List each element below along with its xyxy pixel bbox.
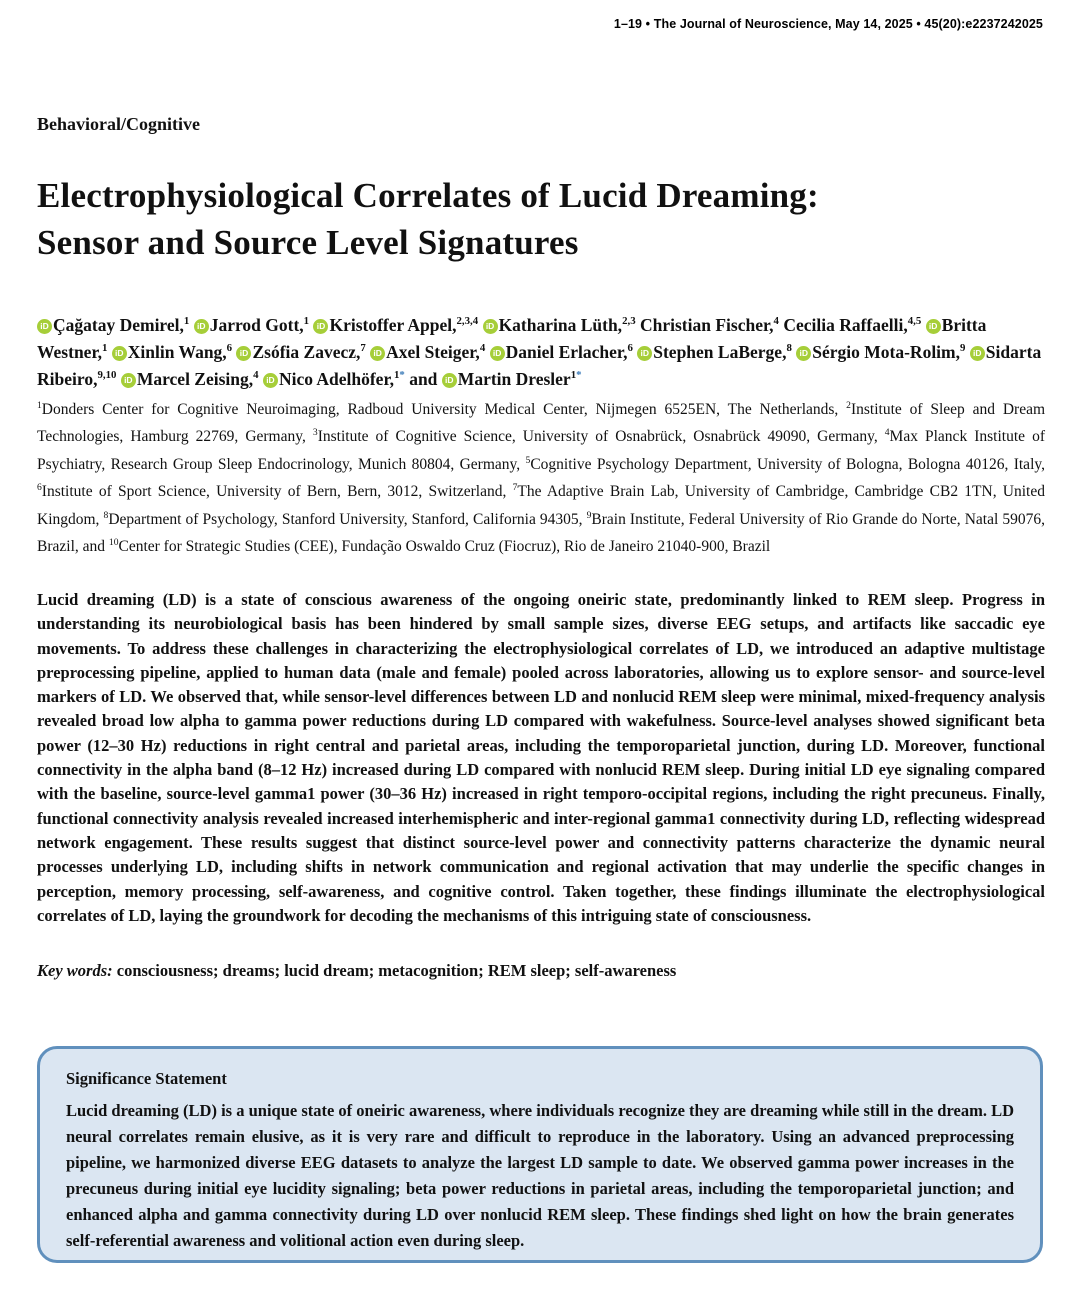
affiliation-superscript: 10 <box>108 536 119 548</box>
author-affiliation-superscript: 6 <box>226 342 233 355</box>
affiliation-superscript: 2 <box>846 399 851 411</box>
author-affiliation-superscript: 1* <box>570 369 582 382</box>
author-affiliation-superscript: 1* <box>393 369 405 382</box>
author-name: Cecilia Raffaelli, <box>783 315 908 335</box>
author-name: Çağatay Demirel, <box>53 315 184 335</box>
author-name: Daniel Erlacher, <box>505 342 628 362</box>
author-name: Stephen LaBerge, <box>653 342 787 362</box>
orcid-icon[interactable]: iD <box>37 319 52 334</box>
author-name: Martin Dresler <box>457 369 571 389</box>
orcid-icon[interactable]: iD <box>970 346 985 361</box>
keywords-line <box>37 961 1045 981</box>
author-name: Christian Fischer, <box>640 315 774 335</box>
author-name: Axel Steiger, <box>386 342 480 362</box>
author-name: Jarrod Gott, <box>209 315 304 335</box>
orcid-icon[interactable]: iD <box>121 373 136 388</box>
affiliation-text: Department of Psychology, Stanford University, Stanford, California 94305, <box>108 510 587 528</box>
affiliation-superscript: 9 <box>586 509 592 521</box>
affiliation-text: Brain Institute, Federal University of Rio Grande do Norte, Natal 59076, Brazil, and <box>37 510 1045 556</box>
affiliation-superscript: 1 <box>37 399 42 411</box>
orcid-icon[interactable]: iD <box>796 346 811 361</box>
affiliation-text: Center for Strategic Studies (CEE), Fundação Oswaldo Cruz (Fiocruz), Rio de Janeiro 21040-900, Brazil <box>118 538 771 556</box>
orcid-icon[interactable]: iD <box>112 346 127 361</box>
author-affiliation-superscript: 4 <box>479 342 486 355</box>
affiliation-superscript: 8 <box>103 509 109 521</box>
affiliation-text: Institute of Sleep and Dream Technologies, Hamburg 22769, Germany, <box>37 401 1046 446</box>
corresponding-author-asterisk: * <box>576 369 582 382</box>
affiliation-superscript: 3 <box>312 427 318 439</box>
page-title <box>37 172 1027 266</box>
author-affiliation-superscript: 9 <box>960 342 966 355</box>
section-label: Behavioral/Cognitive <box>37 114 200 134</box>
author-name: Katharina Lüth, <box>498 315 623 335</box>
authors-list <box>37 312 1045 393</box>
author-affiliation-superscript: 2,3,4 <box>456 315 479 328</box>
author-name: Nico Adelhöfer, <box>278 369 394 389</box>
author-affiliation-superscript: 8 <box>786 342 792 355</box>
affiliation-text: Institute of Cognitive Science, University of Osnabrück, Osnabrück 49090, Germany, <box>317 428 885 446</box>
significance-body: Lucid dreaming (LD) is a unique state of oneiric awareness, where individuals recognize they are dreaming while still in the dream. LD neural correlates remain elusive, as it is very rare and difficult to reproduce in the laboratory. Using an advanced preprocessing pipeline, we harmonized diverse EEG datasets to analyze the largest LD sample to date. We observed gamma power increases in the precuneus during initial eye lucidity signaling; beta power reductions in parietal areas, including the temporoparietal junction; and enhanced alpha and gamma connectivity during LD over nonlucid REM sleep. These findings shed light on how the brain generates self-referential awareness and volitional action even during sleep. <box>66 1101 1014 1250</box>
affiliation-superscript: 7 <box>512 482 518 494</box>
author-affiliation-superscript: 1 <box>183 315 190 328</box>
orcid-icon[interactable]: iD <box>236 346 251 361</box>
orcid-icon[interactable]: iD <box>194 319 209 334</box>
affiliation-superscript: 4 <box>884 427 890 439</box>
title-line-1: Electrophysiological Correlates of Lucid Dreaming: <box>37 176 819 215</box>
running-head-citation: 1–19 • The Journal of Neuroscience, May 14, 2025 • 45(20):e2237242025 <box>613 17 1043 31</box>
author-name: Kristoffer Appel, <box>329 315 457 335</box>
authors-affiliations-block <box>37 312 1045 560</box>
orcid-icon[interactable]: iD <box>490 346 505 361</box>
affiliation-text: Cognitive Psychology Department, University of Bologna, Bologna 40126, Italy, <box>530 455 1045 473</box>
author-affiliation-superscript: 2,3 <box>622 315 636 328</box>
orcid-icon[interactable]: iD <box>637 346 652 361</box>
orcid-icon[interactable]: iD <box>926 319 941 334</box>
author-name: Sidarta Ribeiro, <box>37 342 1042 389</box>
author-affiliation-superscript: 1 <box>101 342 108 355</box>
author-name: Zsófia Zavecz, <box>252 342 361 362</box>
author-joiner: and <box>409 369 442 389</box>
orcid-icon[interactable]: iD <box>442 373 457 388</box>
author-name: Xinlin Wang, <box>127 342 227 362</box>
orcid-icon[interactable]: iD <box>483 319 498 334</box>
orcid-icon[interactable]: iD <box>313 319 328 334</box>
orcid-icon[interactable]: iD <box>263 373 278 388</box>
affiliation-text: Max Planck Institute of Psychiatry, Research Group Sleep Endocrinology, Munich 80804, Germany, <box>37 428 1045 473</box>
keywords-text: consciousness; dreams; lucid dream; metacognition; REM sleep; self-awareness <box>116 961 677 980</box>
author-name: Marcel Zeising, <box>136 369 254 389</box>
keywords-label: Key words: <box>37 961 113 980</box>
affiliation-text: Donders Center for Cognitive Neuroimaging, Radboud University Medical Center, Nijmegen 6525EN, The Netherlands, <box>41 401 847 418</box>
affiliations <box>37 396 1045 560</box>
author-name: Sérgio Mota-Rolim, <box>812 342 960 362</box>
affiliation-superscript: 6 <box>37 482 42 494</box>
author-affiliation-superscript: 4,5 <box>907 315 922 328</box>
affiliation-superscript: 5 <box>525 454 531 466</box>
author-name: Britta Westner, <box>37 315 987 362</box>
significance-statement-box <box>37 1046 1043 1263</box>
corresponding-author-asterisk: * <box>399 369 405 382</box>
significance-heading: Significance Statement <box>66 1069 227 1088</box>
orcid-icon[interactable]: iD <box>370 346 385 361</box>
author-affiliation-superscript: 7 <box>360 342 366 355</box>
title-line-2: Sensor and Source Level Signatures <box>37 223 579 262</box>
author-affiliation-superscript: 9,10 <box>97 369 117 382</box>
author-affiliation-superscript: 4 <box>253 369 259 382</box>
author-affiliation-superscript: 1 <box>303 315 310 328</box>
affiliation-text: The Adaptive Brain Lab, University of Cambridge, Cambridge CB2 1TN, United Kingdom, <box>37 483 1045 528</box>
author-affiliation-superscript: 4 <box>773 315 779 328</box>
affiliation-text: Institute of Sport Science, University of Bern, Bern, 3012, Switzerland, <box>41 483 513 501</box>
author-affiliation-superscript: 6 <box>627 342 633 355</box>
abstract-paragraph: Lucid dreaming (LD) is a state of conscious awareness of the ongoing oneiric state, predominantly linked to REM sleep. Progress in understanding its neurobiological basis has been hindered by small sample sizes, diverse EEG setups, and artifacts like saccadic eye movements. To address these challenges in characterizing the electrophysiological correlates of LD, we introduced an adaptive multistage preprocessing pipeline, applied to human data (male and female) pooled across laboratories, allowing us to explore sensor- and source-level markers of LD. We observed that, while sensor-level differences between LD and nonlucid REM sleep were minimal, mixed-frequency analysis revealed broad low alpha to gamma power reductions during LD compared with wakefulness. Source-level analyses showed significant beta power (12–30 Hz) reductions in right central and parietal areas, including the temporoparietal junction, during LD. Moreover, functional connectivity in the alpha band (8–12 Hz) increased during LD compared with nonlucid REM sleep. During initial LD eye signaling compared with the baseline, source-level gamma1 power (30–36 Hz) increased in right temporo-occipital regions, including the right precuneus. Finally, functional connectivity analysis revealed increased interhemispheric and inter-regional gamma1 connectivity during LD, reflecting widespread network engagement. These results suggest that distinct source-level power and connectivity patterns characterize the dynamic neural processes underlying LD, including shifts in network communication and regional activation that may underlie the specific changes in perception, memory processing, self-awareness, and cognitive control. Taken together, these findings illuminate the electrophysiological correlates of LD, laying the groundwork for decoding the mechanisms of this intriguing state of consciousness. <box>37 590 1045 925</box>
